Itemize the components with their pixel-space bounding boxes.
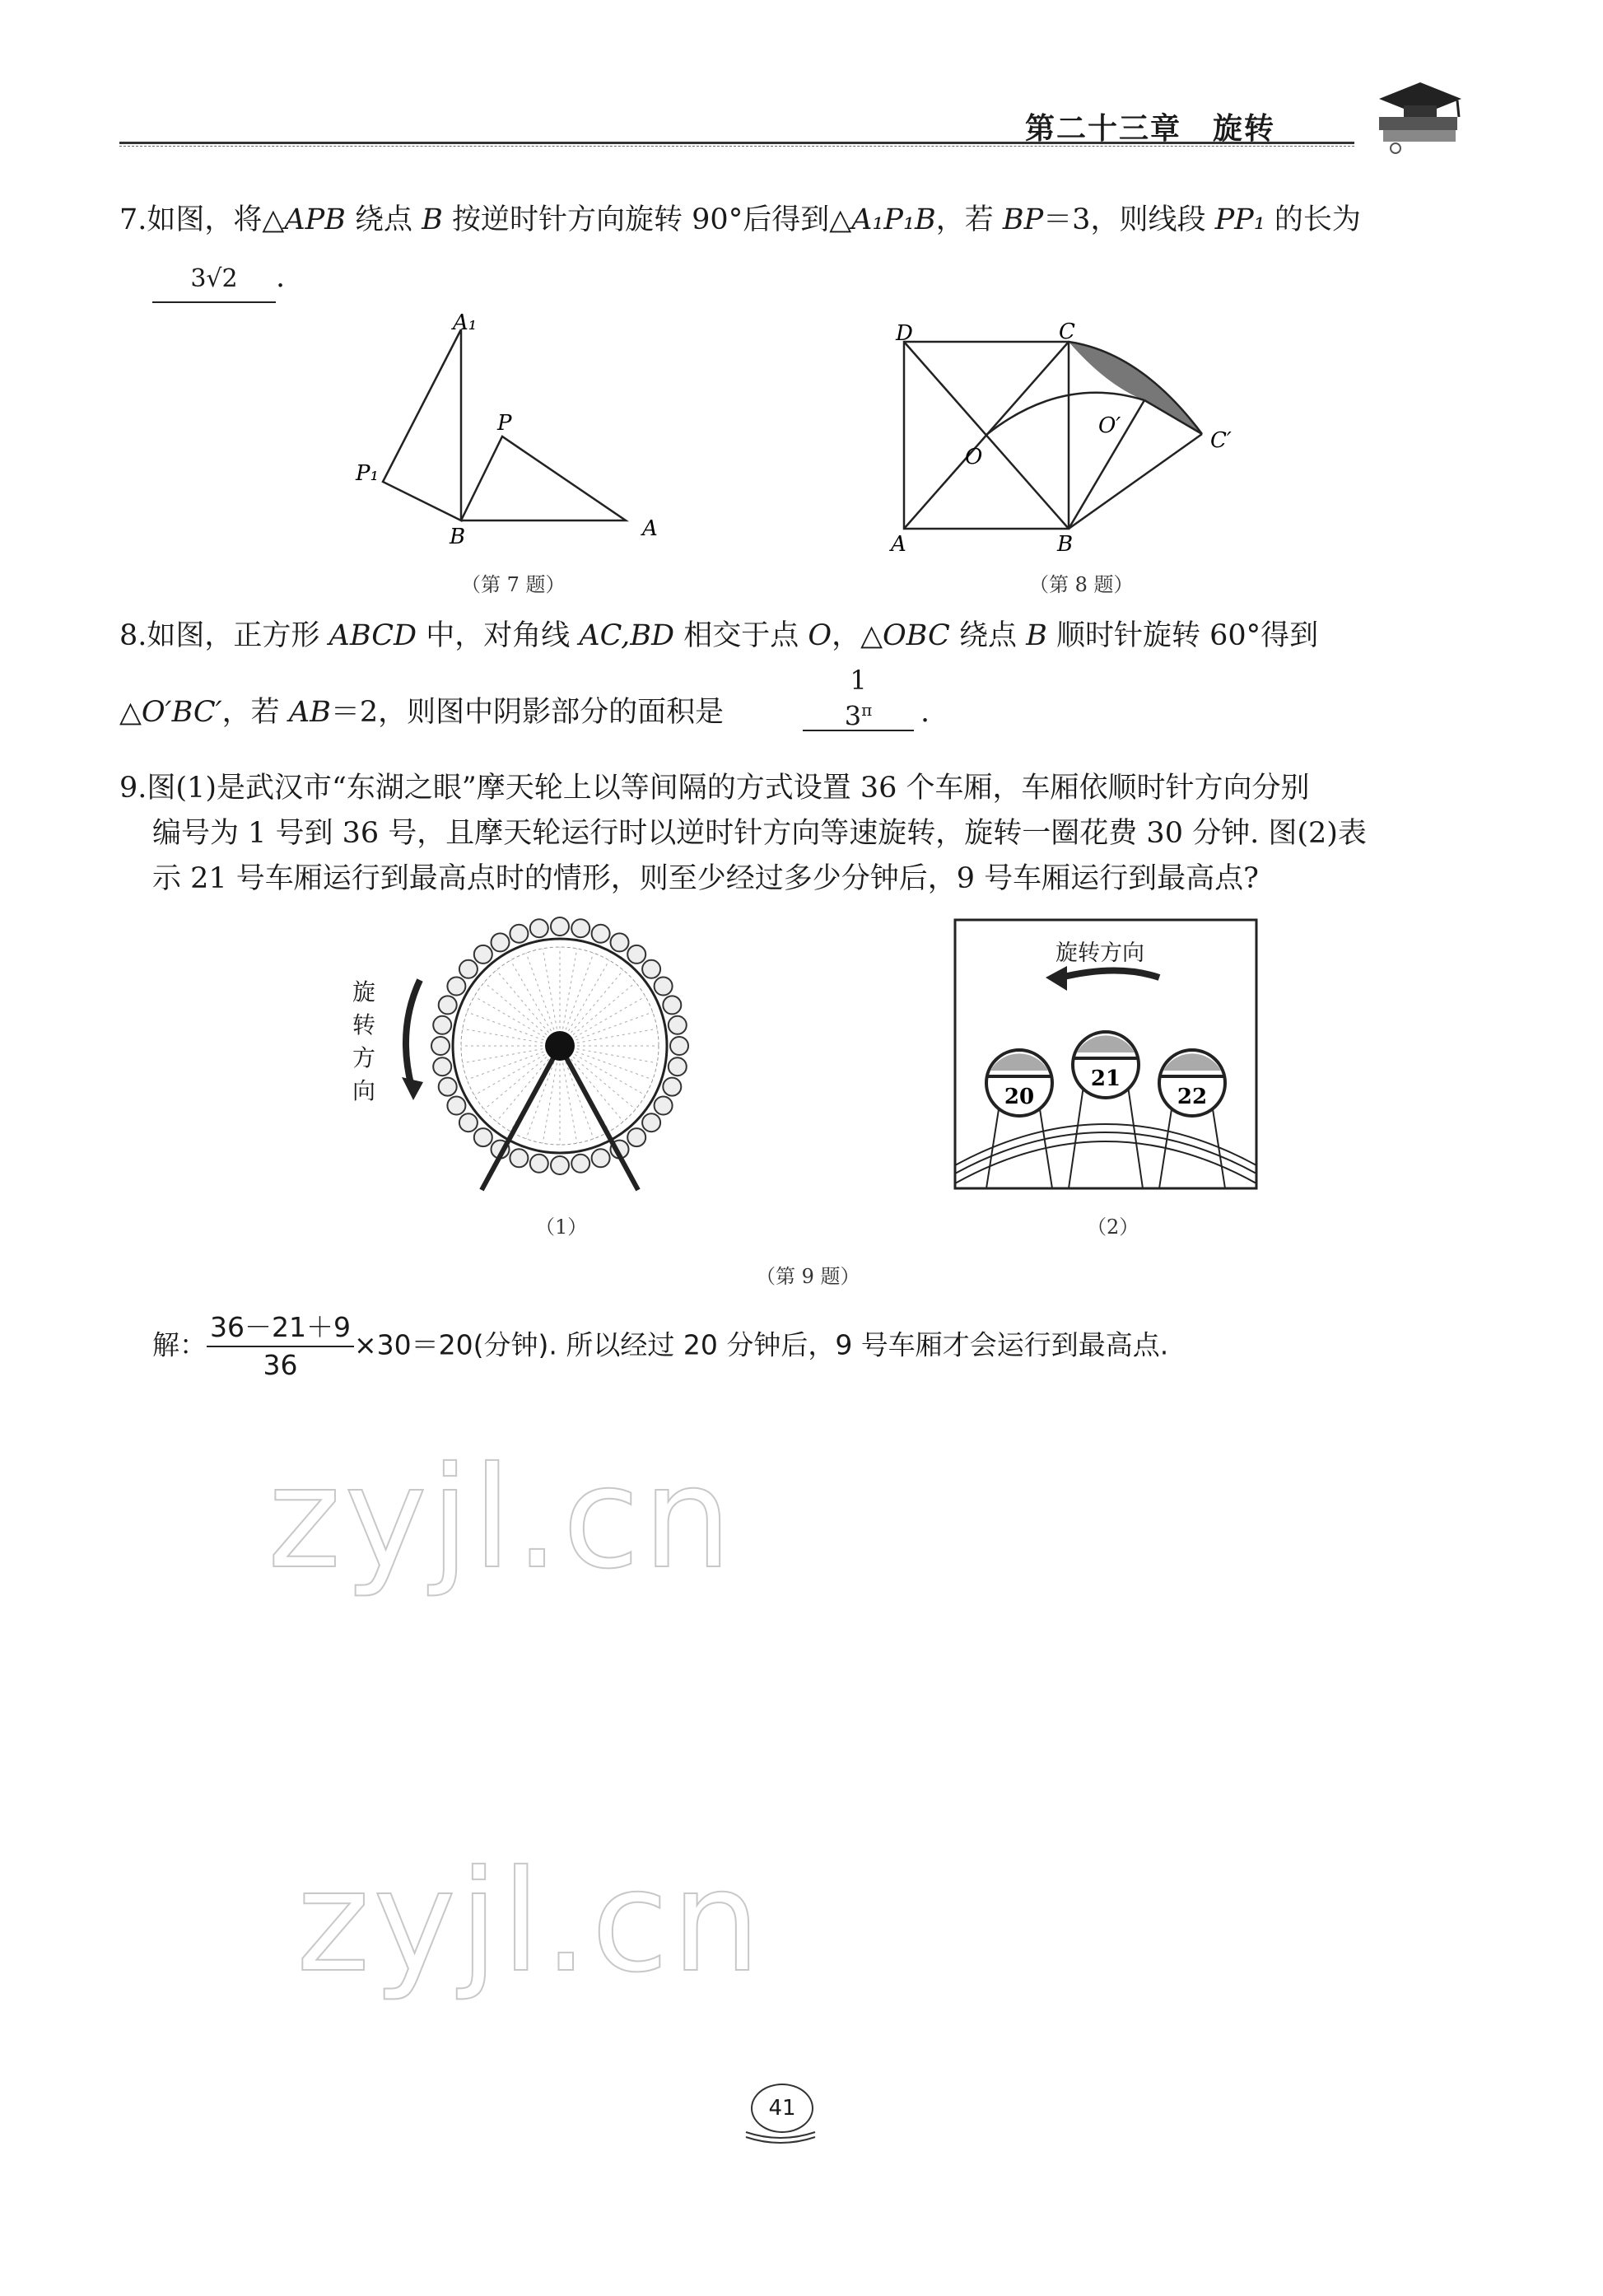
wheel-cabin bbox=[571, 1155, 589, 1173]
label-p1: P₁ bbox=[356, 461, 379, 486]
figure-9-ferris-wheel bbox=[420, 910, 700, 1194]
figure-7-caption: （第 7 题） bbox=[461, 573, 566, 596]
wheel-cabin bbox=[642, 960, 660, 978]
triangle-apb bbox=[461, 436, 626, 520]
cabin-20-label: 20 bbox=[1004, 1085, 1035, 1109]
label-c-prime: C′ bbox=[1210, 428, 1232, 453]
label-a: A bbox=[642, 516, 658, 541]
wheel-cabin bbox=[627, 1128, 645, 1146]
label-o-prime: O′ bbox=[1098, 413, 1121, 438]
wheel-cabin bbox=[642, 1113, 660, 1132]
question-9-line-1: 9.图(1)是武汉市“东湖之眼”摩天轮上以等间隔的方式设置 36 个车厢，车厢依顺时针方向分别 bbox=[119, 772, 1310, 805]
rotation-direction-vertical-label: 旋 转 方 向 bbox=[352, 978, 375, 1104]
wheel-cabin bbox=[592, 925, 610, 943]
question-9-line-2: 编号为 1 号到 36 号，且摩天轮运行时以逆时针方向等速旋转，旋转一圈花费 30 分钟. 图(2)表 bbox=[152, 817, 1367, 850]
question-8-line-2: △O′BC′，若 AB＝2，则图中阴影部分的面积是 bbox=[119, 696, 725, 729]
wheel-cabin bbox=[530, 919, 548, 937]
watermark-2: zyjl.cn bbox=[296, 1841, 764, 2004]
wheel-cabin bbox=[670, 1037, 688, 1055]
wheel-cabin bbox=[474, 945, 492, 964]
label-d: D bbox=[896, 321, 913, 346]
wheel-cabin bbox=[431, 1037, 450, 1055]
wheel-leg-left bbox=[482, 1046, 560, 1190]
figure-8-caption: （第 8 题） bbox=[1029, 573, 1134, 596]
wheel-cabin bbox=[551, 917, 569, 936]
solution-fraction: $\frac{36-21+9}{36}$ bbox=[207, 1309, 354, 1384]
wheel-cabin bbox=[447, 978, 465, 996]
question-8-answer-blank: 1 $3^\pi$ bbox=[803, 665, 914, 731]
question-7: 7.如图，将△APB 绕点 B 按逆时针方向旋转 90°后得到△A₁P₁B，若 BP＝3，则线段 PP₁ 的长为 bbox=[119, 203, 1361, 236]
wheel-cabin bbox=[439, 1078, 457, 1096]
figure-9-sub-2: （2） bbox=[1087, 1216, 1139, 1239]
figure-9-sub-1: （1） bbox=[535, 1216, 588, 1239]
header-rule bbox=[119, 142, 1354, 147]
solution: 解： $\frac{36-21+9}{36}$ ×30＝20(分钟). 所以经过 20 分钟后，9 号车厢才会运行到最高点. bbox=[152, 1309, 1503, 1384]
wheel-cabin bbox=[592, 1149, 610, 1167]
label-a: A bbox=[891, 532, 906, 556]
question-8-line-1: 8.如图，正方形 ABCD 中，对角线 AC,BD 相交于点 O，△OBC 绕点 B 顺时针旋转 60°得到 bbox=[119, 619, 1319, 652]
wheel-hub bbox=[545, 1031, 575, 1061]
wheel-cabin bbox=[611, 933, 629, 951]
chapter-title: 第二十三章 旋转 bbox=[1025, 112, 1276, 146]
page-number: 41 bbox=[751, 2084, 813, 2133]
question-9-line-3: 示 21 号车厢运行到最高点时的情形，则至少经过多少分钟后，9 号车厢运行到最高点? bbox=[152, 862, 1259, 895]
answer-blank: 3√2 bbox=[152, 257, 276, 303]
figure-7 bbox=[346, 305, 692, 552]
wheel-cabin bbox=[669, 1016, 687, 1034]
label-b: B bbox=[450, 525, 466, 549]
wheel-cabin bbox=[510, 1149, 528, 1167]
triangle-a1p1b bbox=[383, 329, 461, 520]
label-o: O bbox=[965, 445, 983, 469]
label-c: C bbox=[1059, 320, 1075, 344]
rotation-direction-label: 旋转方向 bbox=[1055, 940, 1144, 966]
wheel-cabin bbox=[510, 925, 528, 943]
wheel-cabin bbox=[663, 1078, 681, 1096]
wheel-leg-right bbox=[560, 1046, 638, 1190]
wheel-cabin bbox=[492, 933, 510, 951]
wheel-cabin bbox=[655, 978, 673, 996]
wheel-cabin bbox=[433, 1057, 451, 1076]
graduation-cap-icon bbox=[1367, 66, 1474, 156]
wheel-cabin bbox=[627, 945, 645, 964]
cabin-21-label: 21 bbox=[1090, 1066, 1121, 1091]
wheel-cabin bbox=[571, 919, 589, 937]
wheel-cabin bbox=[459, 1113, 478, 1132]
book-ornament-icon bbox=[743, 2129, 818, 2147]
wheel-cabin bbox=[447, 1097, 465, 1115]
label-p: P bbox=[497, 411, 512, 436]
cabin-22-label: 22 bbox=[1177, 1085, 1208, 1109]
watermark-1: zyjl.cn bbox=[268, 1437, 735, 1600]
label-a1: A₁ bbox=[453, 310, 478, 335]
label-b: B bbox=[1057, 532, 1074, 556]
wheel-cabin bbox=[669, 1057, 687, 1076]
wheel-cabin bbox=[551, 1156, 569, 1174]
wheel-cabin bbox=[663, 996, 681, 1014]
figure-9-caption: （第 9 题） bbox=[756, 1265, 860, 1288]
figure-8 bbox=[873, 317, 1235, 556]
wheel-cabin bbox=[530, 1155, 548, 1173]
wheel-cabin bbox=[474, 1128, 492, 1146]
wheel-cabin bbox=[655, 1097, 673, 1115]
wheel-cabin bbox=[439, 996, 457, 1014]
question-7-answer: 3√2 . bbox=[152, 255, 285, 303]
wheel-cabin bbox=[433, 1016, 451, 1034]
wheel-cabin bbox=[459, 960, 478, 978]
